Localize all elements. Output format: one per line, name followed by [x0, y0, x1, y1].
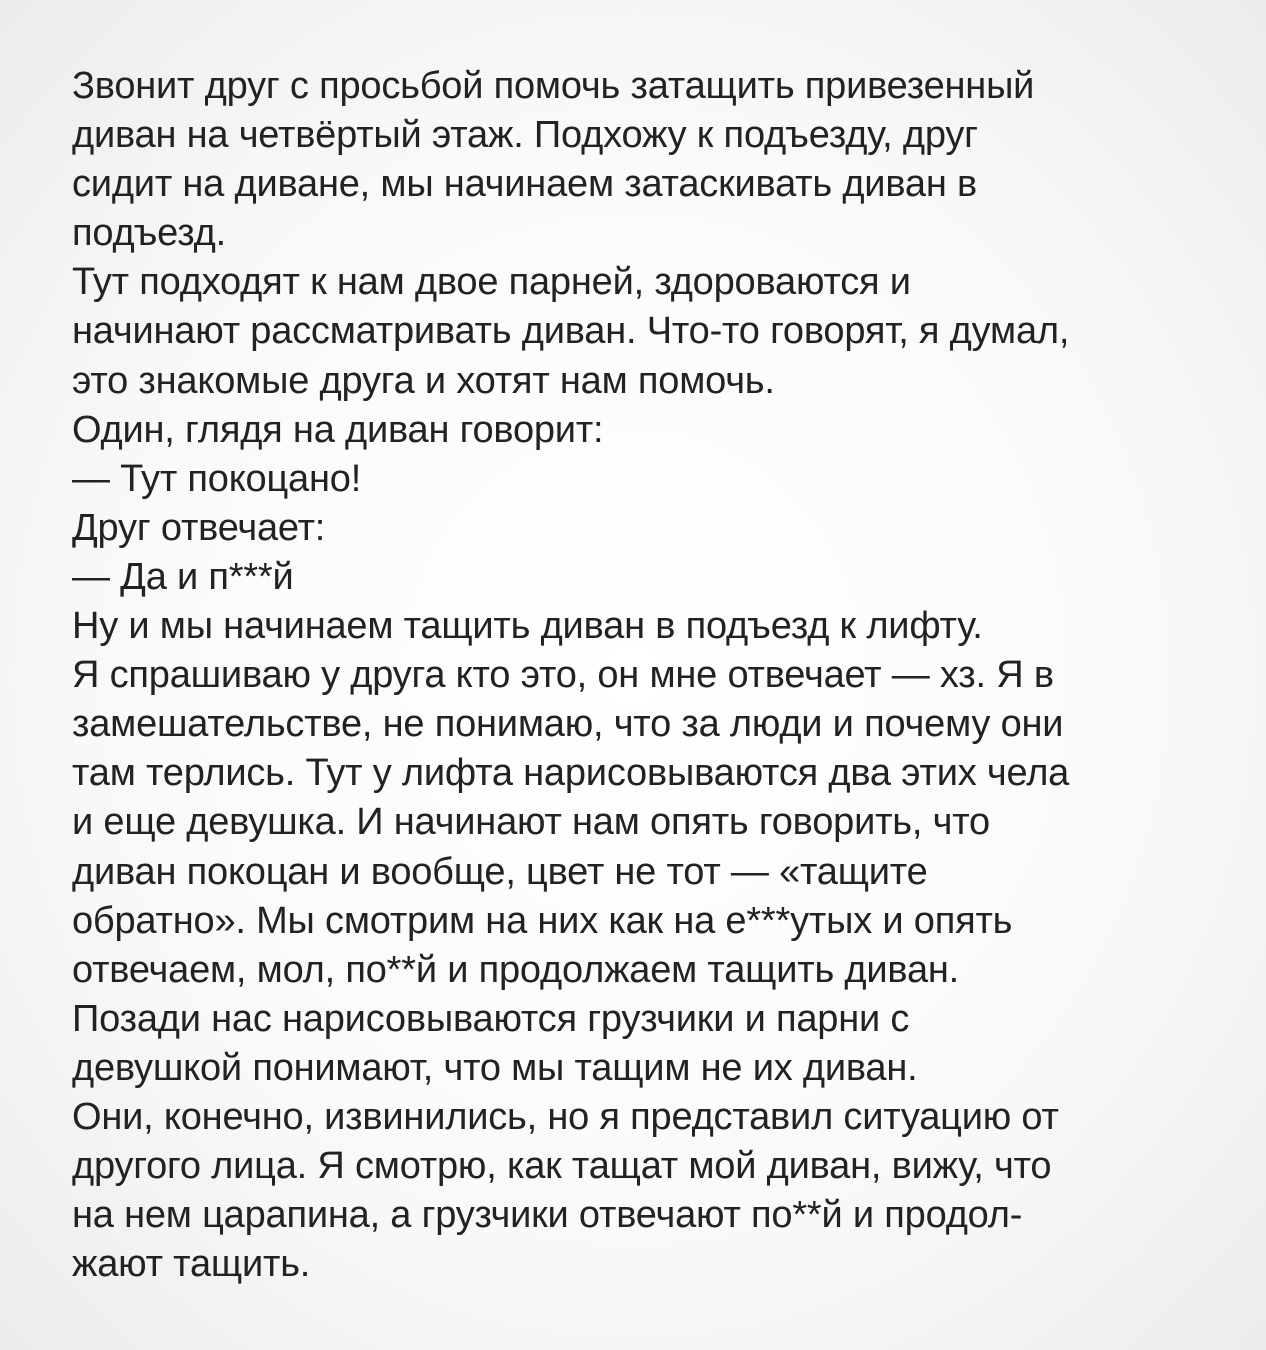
story-line: — Тут покоцано!: [72, 457, 362, 500]
story-line: Я спрашиваю у друга кто это, он мне отвечает — хз. Я в: [72, 654, 1054, 697]
story-line: Один, глядя на диван говорит:: [72, 408, 604, 451]
story-line: и еще девушка. И начинают нам опять говорить, что: [72, 801, 990, 844]
story-line: жают тащить.: [72, 1243, 311, 1286]
story-line: — Да и п***й: [72, 555, 294, 598]
story-line: Они, конечно, извинились, но я представил ситуацию от: [72, 1095, 1059, 1138]
story-line: на нем царапина, а грузчики отвечают по**й и продол-: [72, 1194, 1023, 1237]
story-line: другого лица. Я смотрю, как тащат мой диван, вижу, что: [72, 1145, 1052, 1188]
story-line: отвечаем, мол, по**й и продолжаем тащить диван.: [72, 948, 960, 991]
story-line: Позади нас нарисовываются грузчики и парни с: [72, 997, 910, 1040]
story-line: девушкой понимают, что мы тащим не их диван.: [72, 1046, 918, 1089]
story-line: это знакомые друга и хотят нам помочь.: [72, 359, 775, 402]
story-line: Тут подходят к нам двое парней, здороваются и: [72, 261, 911, 304]
story-line: Ну и мы начинаем тащить диван в подъезд к лифту.: [72, 605, 983, 648]
story-line: диван на четвёртый этаж. Подхожу к подъезду, друг: [72, 114, 978, 157]
story-line: Друг отвечает:: [72, 506, 326, 549]
story-line: там терлись. Тут у лифта нарисовываются два этих чела: [72, 752, 1070, 795]
story-line: обратно». Мы смотрим на них как на е***утых и опять: [72, 899, 1013, 942]
story-line: сидит на диване, мы начинаем затаскивать диван в: [72, 163, 977, 206]
story-line: диван покоцан и вообще, цвет не тот — «тащите: [72, 850, 928, 893]
story-line: Звонит друг с просьбой помочь затащить привезенный: [72, 65, 1035, 107]
story-text: [72, 62, 1232, 1289]
story-line: подъезд.: [72, 212, 226, 255]
story-line: начинают рассматривать диван. Что-то говорят, я думал,: [72, 310, 1070, 353]
story-line: замешательстве, не понимаю, что за люди и почему они: [72, 703, 1064, 746]
